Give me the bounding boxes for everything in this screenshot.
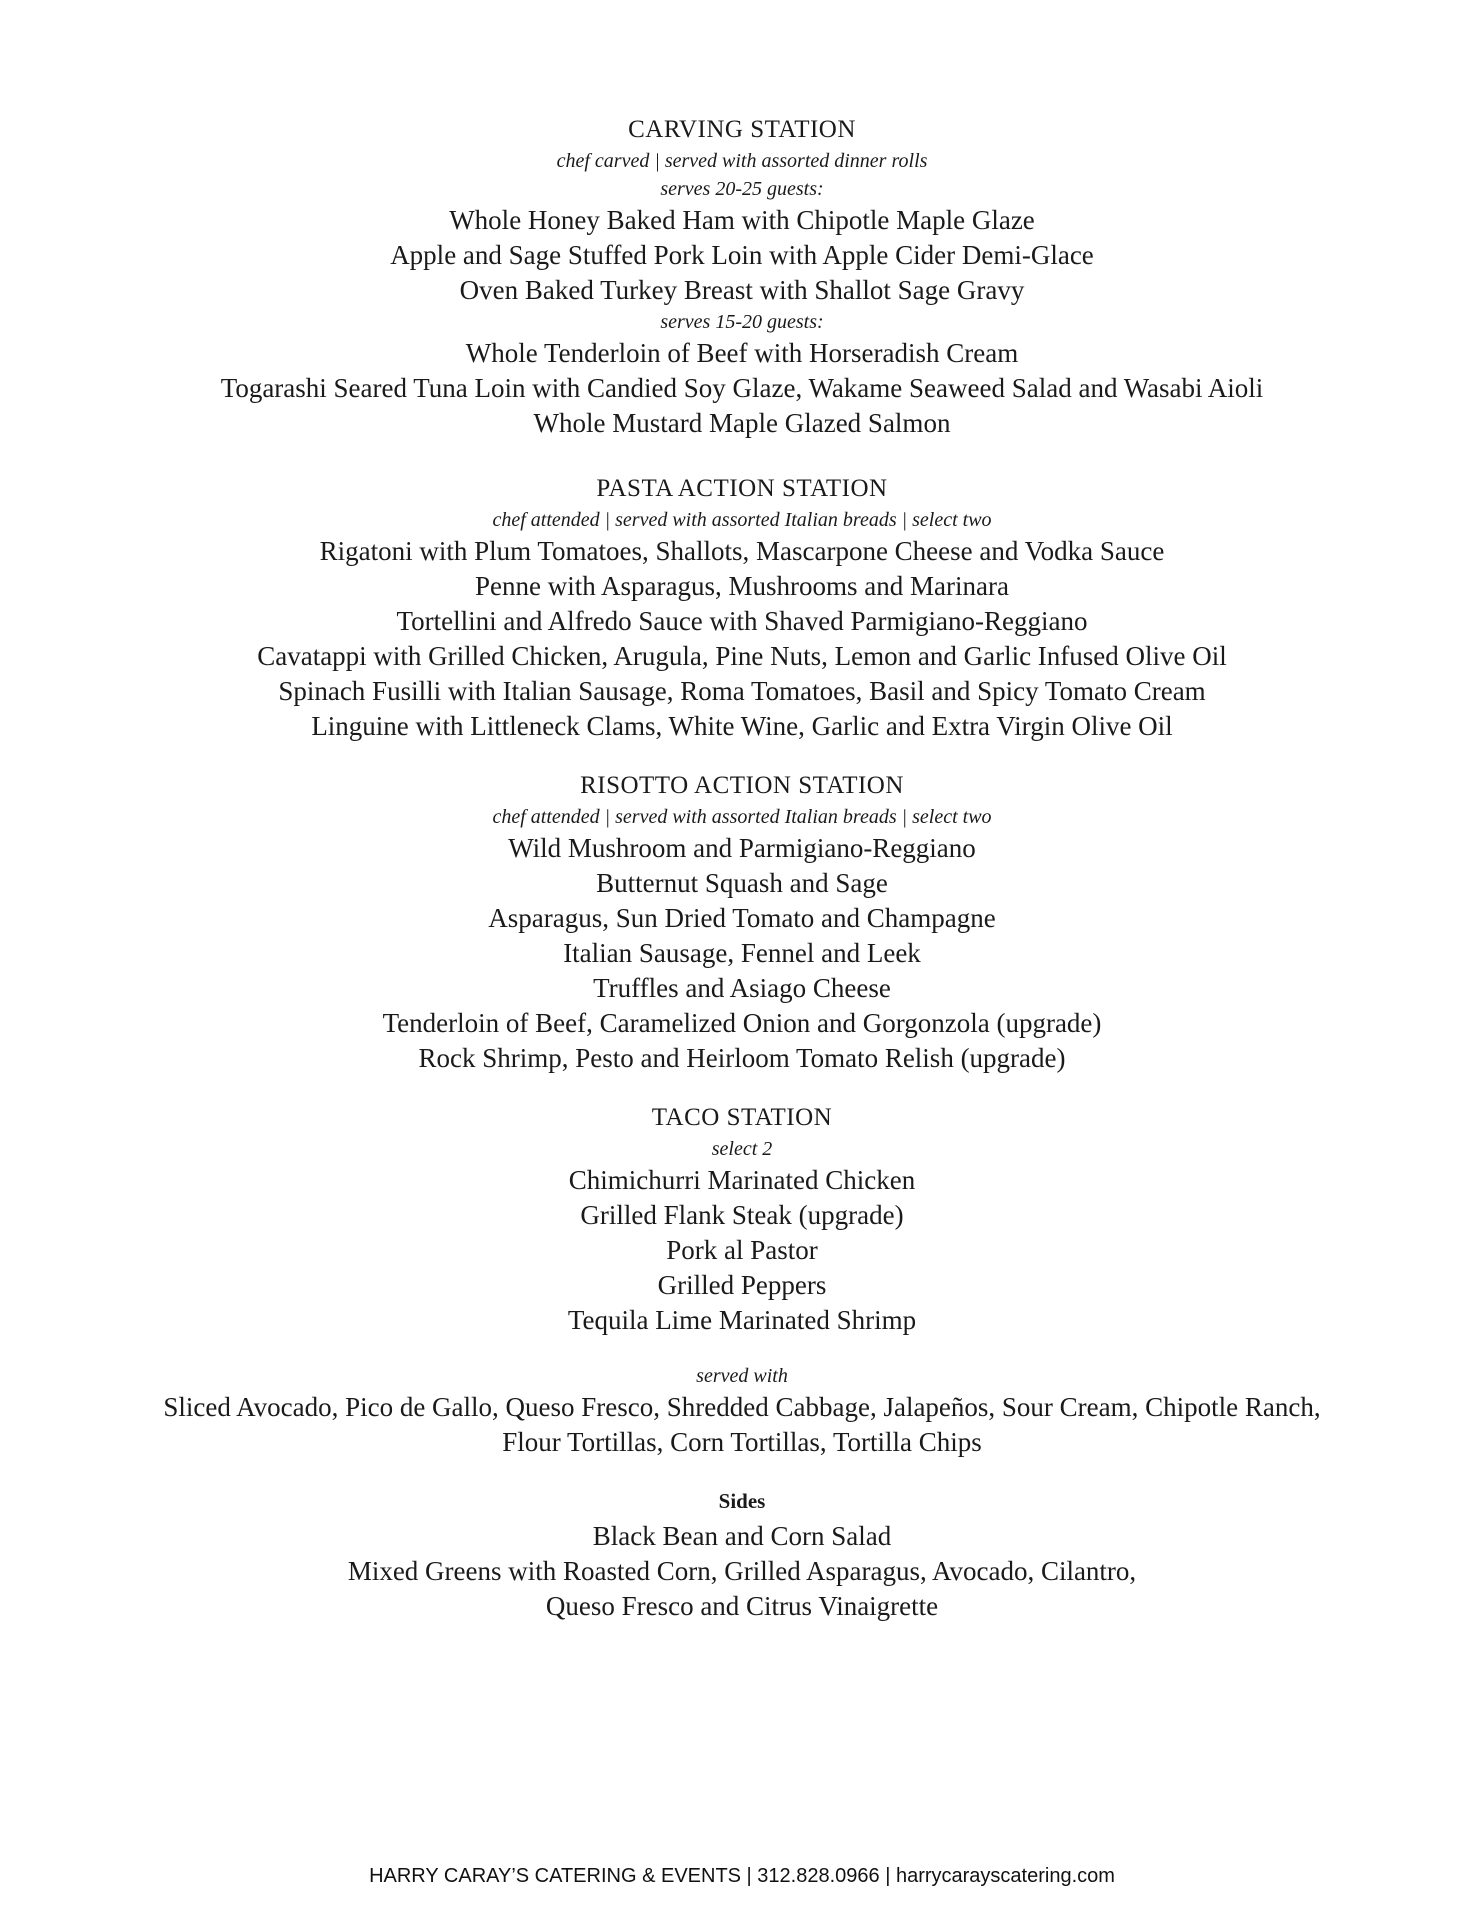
pasta-station-note: chef attended | served with assorted Italian breads | select two bbox=[492, 509, 992, 531]
menu-item: Whole Tenderloin of Beef with Horseradish Cream bbox=[465, 338, 1019, 368]
risotto-station-section bbox=[0, 768, 1484, 1076]
taco-station-note: select 2 bbox=[711, 1138, 773, 1160]
taco-station-title: TACO STATION bbox=[651, 1104, 833, 1131]
menu-item: Tortellini and Alfredo Sauce with Shaved Parmigiano-Reggiano bbox=[396, 606, 1088, 636]
menu-item: Togarashi Seared Tuna Loin with Candied Soy Glaze, Wakame Seaweed Salad and Wasabi Aioli bbox=[220, 373, 1264, 403]
sides-title: Sides bbox=[718, 1489, 766, 1513]
menu-item: Truffles and Asiago Cheese bbox=[593, 973, 891, 1003]
menu-item: Rigatoni with Plum Tomatoes, Shallots, Mascarpone Cheese and Vodka Sauce bbox=[319, 536, 1165, 566]
menu-item: Rock Shrimp, Pesto and Heirloom Tomato Relish (upgrade) bbox=[418, 1043, 1066, 1073]
menu-item: Butternut Squash and Sage bbox=[596, 868, 888, 898]
menu-item: Grilled Peppers bbox=[657, 1270, 827, 1300]
carving-station-note: chef carved | served with assorted dinner rolls bbox=[556, 150, 928, 172]
section-spacer bbox=[0, 1338, 1484, 1362]
menu-item: Wild Mushroom and Parmigiano-Reggiano bbox=[508, 833, 976, 863]
menu-item: Italian Sausage, Fennel and Leek bbox=[563, 938, 921, 968]
menu-item: Chimichurri Marinated Chicken bbox=[568, 1165, 916, 1195]
taco-station-section bbox=[0, 1100, 1484, 1460]
menu-item: Oven Baked Turkey Breast with Shallot Sage Gravy bbox=[459, 275, 1025, 305]
catering-menu bbox=[0, 112, 1484, 1624]
menu-item: Tequila Lime Marinated Shrimp bbox=[567, 1305, 917, 1335]
section-spacer bbox=[0, 441, 1484, 471]
taco-served-with-label: served with bbox=[696, 1365, 788, 1387]
menu-item: Apple and Sage Stuffed Pork Loin with Apple Cider Demi-Glace bbox=[390, 240, 1094, 270]
carving-group1-label: serves 20-25 guests: bbox=[660, 178, 824, 200]
carving-station-title: CARVING STATION bbox=[628, 116, 856, 143]
menu-item: Grilled Flank Steak (upgrade) bbox=[580, 1200, 904, 1230]
section-spacer bbox=[0, 1076, 1484, 1100]
menu-item: Whole Honey Baked Ham with Chipotle Maple Glaze bbox=[449, 205, 1035, 235]
menu-item: Queso Fresco and Citrus Vinaigrette bbox=[545, 1591, 939, 1621]
menu-item: Asparagus, Sun Dried Tomato and Champagne bbox=[488, 903, 996, 933]
menu-item: Penne with Asparagus, Mushrooms and Marinara bbox=[475, 571, 1009, 601]
footer-contact: HARRY CARAY’S CATERING & EVENTS | 312.828.0966 | harrycarayscatering.com bbox=[369, 1865, 1115, 1887]
carving-group2-label: serves 15-20 guests: bbox=[660, 311, 824, 333]
risotto-station-title: RISOTTO ACTION STATION bbox=[580, 772, 904, 799]
pasta-station-title: PASTA ACTION STATION bbox=[596, 475, 888, 502]
menu-item: Spinach Fusilli with Italian Sausage, Roma Tomatoes, Basil and Spicy Tomato Cream bbox=[278, 676, 1206, 706]
menu-item: Whole Mustard Maple Glazed Salmon bbox=[533, 408, 951, 438]
menu-item: Cavatappi with Grilled Chicken, Arugula, Pine Nuts, Lemon and Garlic Infused Olive Oil bbox=[257, 641, 1227, 671]
menu-item: Linguine with Littleneck Clams, White Wine, Garlic and Extra Virgin Olive Oil bbox=[311, 711, 1173, 741]
pasta-station-section bbox=[0, 471, 1484, 744]
menu-item: Tenderloin of Beef, Caramelized Onion and Gorgonzola (upgrade) bbox=[382, 1008, 1102, 1038]
menu-item: Mixed Greens with Roasted Corn, Grilled Asparagus, Avocado, Cilantro, bbox=[347, 1556, 1137, 1586]
section-spacer bbox=[0, 744, 1484, 768]
taco-accompaniments-line: Flour Tortillas, Corn Tortillas, Tortilla Chips bbox=[502, 1427, 982, 1457]
section-spacer bbox=[0, 1460, 1484, 1484]
carving-station-section bbox=[0, 112, 1484, 441]
risotto-station-note: chef attended | served with assorted Italian breads | select two bbox=[492, 806, 992, 828]
menu-item: Pork al Pastor bbox=[666, 1235, 818, 1265]
taco-accompaniments-line: Sliced Avocado, Pico de Gallo, Queso Fresco, Shredded Cabbage, Jalapeños, Sour Cream, Chipotle Ranch, bbox=[163, 1392, 1321, 1422]
menu-item: Black Bean and Corn Salad bbox=[592, 1521, 892, 1551]
sides-section bbox=[0, 1484, 1484, 1624]
